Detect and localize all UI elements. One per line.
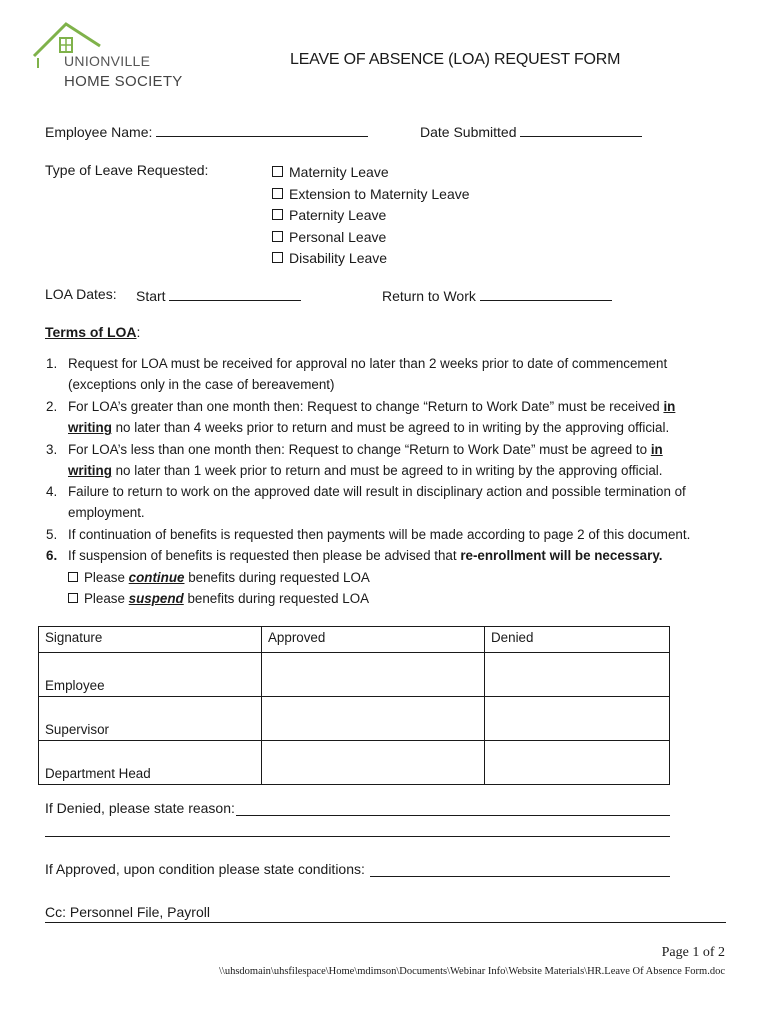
checkbox-icon[interactable] bbox=[272, 209, 283, 220]
leave-option[interactable]: Maternity Leave bbox=[272, 162, 470, 184]
page-number: Page 1 of 2 bbox=[661, 945, 725, 960]
approved-conditions-label: If Approved, upon condition please state conditions: bbox=[45, 861, 365, 877]
header-signature: Signature bbox=[39, 627, 262, 653]
row-label: Supervisor bbox=[39, 697, 262, 741]
term-item: 6. If suspension of benefits is requested then please be advised that re-enrollment will be necessary. bbox=[46, 548, 663, 563]
term-item: 3. For LOA’s less than one month then: Request to change “Return to Work Date” must be agreed to in writing no later than 1 week prior to return and must be agreed to in writing by the approving official. bbox=[46, 442, 663, 479]
employee-name-field[interactable] bbox=[45, 122, 368, 140]
loa-dates-label: LOA Dates: bbox=[45, 286, 117, 302]
checkbox-icon[interactable] bbox=[68, 572, 78, 582]
return-to-work-field[interactable] bbox=[382, 286, 612, 304]
start-label: Start bbox=[136, 288, 166, 304]
employee-name-label: Employee Name: bbox=[45, 124, 153, 140]
form-title: LEAVE OF ABSENCE (LOA) REQUEST FORM bbox=[290, 51, 621, 68]
signature-table bbox=[38, 626, 670, 785]
header-approved: Approved bbox=[262, 627, 485, 653]
return-to-work-line[interactable] bbox=[480, 286, 612, 301]
term-item: 4. Failure to return to work on the approved date will result in disciplinary action and possible termination of employment. bbox=[46, 484, 686, 521]
cc-line: Cc: Personnel File, Payroll bbox=[45, 904, 210, 920]
denied-cell[interactable] bbox=[485, 741, 670, 785]
row-label: Department Head bbox=[39, 741, 262, 785]
date-submitted-line[interactable] bbox=[520, 122, 642, 137]
date-submitted-label: Date Submitted bbox=[420, 124, 517, 140]
table-row bbox=[39, 697, 670, 741]
leave-option[interactable]: Disability Leave bbox=[272, 248, 470, 270]
header-denied: Denied bbox=[485, 627, 670, 653]
approved-cell[interactable] bbox=[262, 741, 485, 785]
logo-line1: UNIONVILLE bbox=[64, 53, 151, 69]
date-submitted-field[interactable] bbox=[420, 122, 642, 140]
checkbox-icon[interactable] bbox=[272, 188, 283, 199]
denied-reason-line-1[interactable] bbox=[236, 815, 670, 816]
file-path: \\uhsdomain\uhsfilespace\Home\mdimson\Documents\Webinar Info\Website Materials\HR.Leave Of Absence Form.doc bbox=[219, 966, 725, 977]
table-row bbox=[39, 653, 670, 697]
checkbox-icon[interactable] bbox=[272, 252, 283, 263]
checkbox-icon[interactable] bbox=[272, 231, 283, 242]
row-label: Employee bbox=[39, 653, 262, 697]
denied-reason-line-2[interactable] bbox=[45, 836, 670, 837]
type-of-leave-label: Type of Leave Requested: bbox=[45, 162, 209, 178]
leave-option[interactable]: Extension to Maternity Leave bbox=[272, 184, 470, 206]
denied-cell[interactable] bbox=[485, 697, 670, 741]
benefits-option-suspend[interactable]: Please suspend benefits during requested LOA bbox=[46, 588, 736, 609]
leave-option[interactable]: Paternity Leave bbox=[272, 205, 470, 227]
logo-line2: HOME SOCIETY bbox=[64, 73, 183, 90]
employee-name-line[interactable] bbox=[156, 122, 368, 137]
terms-heading: Terms of LOA: bbox=[45, 324, 141, 340]
table-header-row bbox=[39, 627, 670, 653]
leave-type-list bbox=[272, 162, 470, 270]
checkbox-icon[interactable] bbox=[68, 593, 78, 603]
start-date-line[interactable] bbox=[169, 286, 301, 301]
approved-cell[interactable] bbox=[262, 697, 485, 741]
table-row bbox=[39, 741, 670, 785]
term-item: 5. If continuation of benefits is requested then payments will be made according to page 2 of this document. bbox=[46, 527, 691, 542]
benefits-option-continue[interactable]: Please continue benefits during requested LOA bbox=[46, 567, 736, 588]
return-to-work-label: Return to Work bbox=[382, 288, 476, 304]
logo bbox=[30, 20, 190, 92]
start-date-field[interactable] bbox=[136, 286, 301, 304]
approved-cell[interactable] bbox=[262, 653, 485, 697]
term-item: 2. For LOA’s greater than one month then: Request to change “Return to Work Date” must be received in writing no later than 4 weeks prior to return and must be agreed to in writing by the approving official. bbox=[46, 399, 676, 436]
term-item: 1. Request for LOA must be received for approval no later than 2 weeks prior to date of commencement (exceptions only in the case of bereavement) bbox=[46, 356, 668, 393]
denied-reason-label: If Denied, please state reason: bbox=[45, 800, 235, 816]
leave-option[interactable]: Personal Leave bbox=[272, 227, 470, 249]
denied-cell[interactable] bbox=[485, 653, 670, 697]
checkbox-icon[interactable] bbox=[272, 166, 283, 177]
approved-conditions-line[interactable] bbox=[370, 876, 670, 877]
footer-divider bbox=[45, 922, 726, 923]
